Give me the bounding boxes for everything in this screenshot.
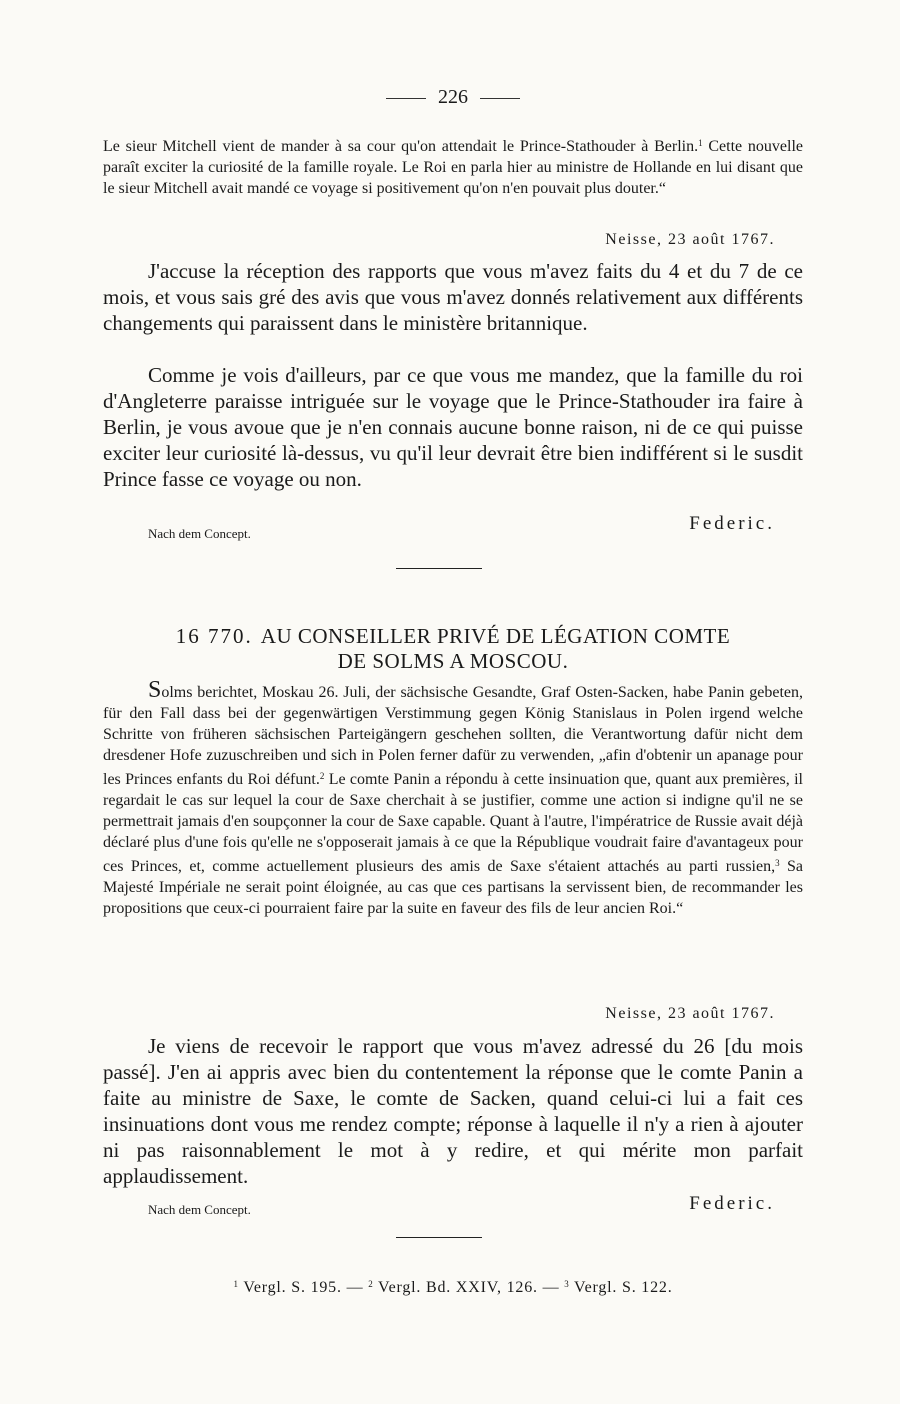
footnote-text-3: Vergl. S. 122.: [574, 1279, 673, 1296]
footnote-marker-2: 2: [368, 1279, 374, 1289]
footnote-divider: [396, 1237, 482, 1238]
letter1-signature: Federic.: [689, 513, 775, 534]
letter2-source-note: Nach dem Concept.: [148, 1202, 251, 1217]
letter2-summary-part-b: Le comte Panin a répondu à cette insinuation que, quant aux premières, il regardait le cas sur lequel la cour de Saxe cherchait à se justifier, comme une action si indigne qu'il ne se permettrait jamais d'en soupçonner la cour de Saxe capable. Quant à l'autre, l'impératrice de Russie avait déjà déclaré plus d'une fois qu'elle ne s'opposerait jamais à ce que la République voudrait faire d'avantageux pour ces Princes, et, comme actuellement plusieurs des amis de Saxe s'étaient attachés au parti russien,: [103, 771, 803, 875]
letter1-source-note: Nach dem Concept.: [148, 526, 251, 541]
letter1-quote-rest: Cette nouvelle paraît exciter la curiosité de la famille royale. Le Roi en parla hier au ministre de Hollande en lui disant que le sieur Mitchell avait mandé ce voyage si positivement qu'on n'en pouvait plus douter.“: [103, 138, 804, 197]
page-number: 226: [438, 86, 468, 108]
letter2-date: Neisse, 23 août 1767.: [605, 1005, 775, 1022]
footnote-ref-1: 1: [698, 138, 703, 148]
footnote-marker-3: 3: [564, 1279, 570, 1289]
header-dash-right: [480, 98, 520, 99]
letter2-heading-text: AU CONSEILLER PRIVÉ DE LÉGATION COMTE: [260, 624, 731, 648]
letter1-date: Neisse, 23 août 1767.: [605, 231, 775, 248]
letter1-paragraph-1: J'accuse la réception des rapports que vous m'avez faits du 4 et du 7 de ce mois, et vous sais gré des avis que vous m'avez donnés relativement aux différents changements qui paraissent dans le ministère britannique.: [103, 259, 803, 335]
header-dash-left: [386, 98, 426, 99]
letter2-paragraph: Je viens de recevoir le rapport que vous m'avez adressé du 26 [du mois passé]. J'en ai appris avec bien du contentement la réponse que le comte Panin a faite au ministre de Saxe, le comte de Sacken, quand celui-ci lui a fait ces insinuations dont vous me rendez compte; réponse à laquelle il n'y a rien à ajouter ni pas raisonnablement le mot à y redire, et qui mérite mon parfait applaudissement.: [103, 1034, 803, 1188]
footnote-text-1: Vergl. S. 195. —: [243, 1279, 364, 1296]
letter-number: 16 770.: [175, 624, 253, 648]
letter2-summary-part-a: olms berichtet, Moskau 26. Juli, der sächsische Gesandte, Graf Osten-Sacken, habe Panin gebeten, für den Fall dass bei der gegenwärtigen Verstimmung gegen König Stanislaus in Polen irgend welche Schritte von früheren sächsischen Parteigängern geschehen sollten, die Verantwortung dafür nicht dem dresdener Hofe zuzuschreiben und sich in Polen ferner dafür zu verwenden, „afin d'obtenir un apanage pour les Princes enfants du Roi défunt.: [103, 684, 803, 788]
letter2-summary-part-c: Sa Majesté Impériale ne serait point éloignée, au cas que ces partisans la servissent bien, de recommander les propositions que ceux-ci pourraient faire par la suite en faveur des fils de leur ancien Roi.“: [103, 858, 804, 917]
summary-initial: S: [148, 677, 162, 703]
footnote-ref-3: 3: [775, 858, 780, 868]
letter2-summary: [103, 677, 804, 919]
letter2-heading: [103, 624, 803, 674]
page-header: [103, 86, 803, 109]
footnote-text-2: Vergl. Bd. XXIV, 126. —: [378, 1279, 560, 1296]
footnote-marker-1: 1: [233, 1279, 239, 1289]
letter1-quoted-report: [103, 133, 803, 199]
letter2-signature: Federic.: [689, 1193, 775, 1214]
letter2-heading-line-1: [103, 624, 803, 649]
letter1-paragraph-2: Comme je vois d'ailleurs, par ce que vous me mandez, que la famille du roi d'Angleterre paraisse intriguée sur le voyage que le Prince-Stathouder ira faire à Berlin, je vous avoue que je n'en connais aucune bonne raison, ni de ce qui puisse exciter leur curiosité là-dessus, vu qu'il leur devrait être bien indifférent si le susdit Prince fasse ce voyage ou non.: [103, 363, 803, 491]
letter2-heading-line-2: DE SOLMS A MOSCOU.: [337, 649, 569, 673]
letter1-quote-text: Le sieur Mitchell vient de mander à sa cour qu'on attendait le Prince-Stathouder à Berlin.: [103, 138, 699, 155]
section-divider: [396, 568, 482, 569]
footnote-ref-2: 2: [319, 771, 325, 781]
footnotes: [103, 1279, 803, 1297]
